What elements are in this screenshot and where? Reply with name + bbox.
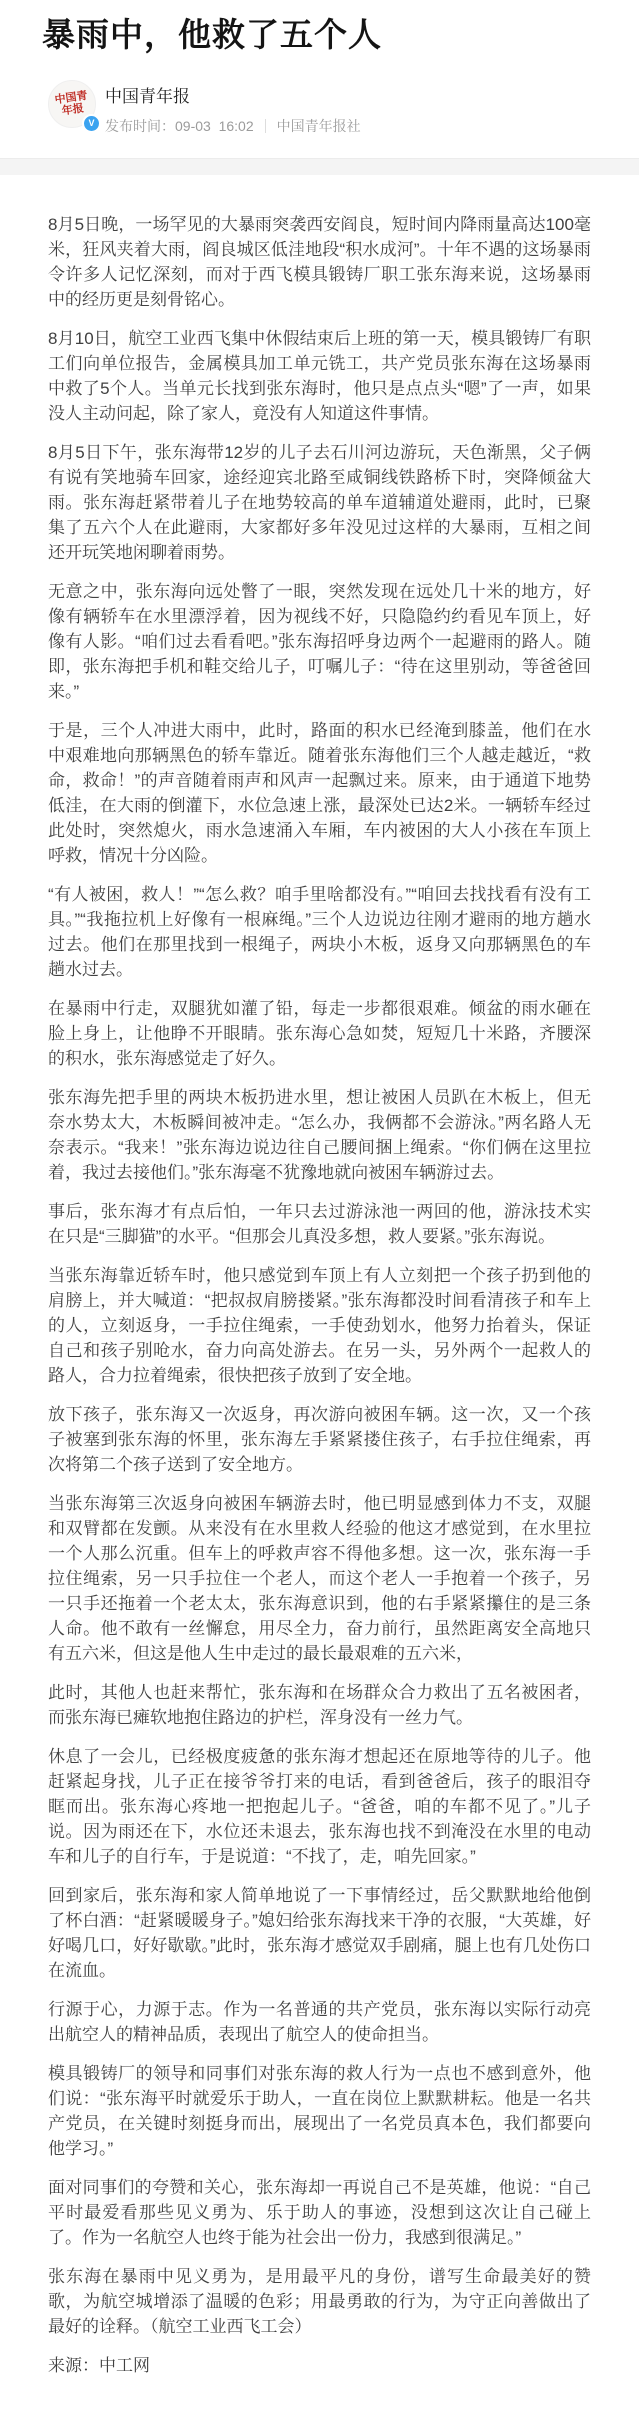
article-paragraph: 此时，其他人也赶来帮忙，张东海和在场群众合力救出了五名被困者，而张东海已瘫软地抱住路边的护栏，浑身没有一丝力气。	[48, 1683, 591, 1728]
article-paragraph: 张东海先把手里的两块木板扔进水里，想让被困人员趴在木板上，但无奈水势太大，木板瞬间被冲走。“怎么办，我俩都不会游泳。”两名路人无奈表示。“我来！”张东海边说边往自己腰间捆上绳索。“你们俩在这里拉着，我过去接他们。”张东海毫不犹豫地就向被困车辆游过去。	[48, 1088, 591, 1183]
article-paragraph: 无意之中，张东海向远处瞥了一眼，突然发现在远处几十米的地方，好像有辆轿车在水里漂浮着，因为视线不好，只隐隐约约看见车顶上，好像有人影。“咱们过去看看吧。”张东海招呼身边两个一起避雨的路人。随即，张东海把手机和鞋交给儿子，叮嘱儿子：“待在这里别动，等爸爸回来。”	[48, 582, 591, 702]
article-header	[0, 0, 639, 135]
publish-time: 发布时间：09-03 16:02	[105, 118, 254, 135]
article-paragraph: 休息了一会儿，已经极度疲惫的张东海才想起还在原地等待的儿子。他赶紧起身找，儿子正在接爷爷打来的电话，看到爸爸后，孩子的眼泪夺眶而出。张东海心疼地一把抱起儿子。“爸爸，咱的车都不见了。”儿子说。因为雨还在下，水位还未退去，张东海也找不到淹没在水里的电动车和儿子的自行车，于是说道：“不找了，走，咱先回家。”	[48, 1747, 591, 1867]
header-separator	[0, 158, 639, 175]
article-paragraph: 行源于心，力源于志。作为一名普通的共产党员，张东海以实际行动亮出航空人的精神品质，表现出了航空人的使命担当。	[48, 2000, 591, 2045]
article-paragraph: 于是，三个人冲进大雨中，此时，路面的积水已经淹到膝盖，他们在水中艰难地向那辆黑色的轿车靠近。随着张东海他们三个人越走越近，“救命，救命！”的声音随着雨声和风声一起飘过来。原来，由于通道下地势低洼，在大雨的倒灌下，水位急速上涨，最深处已达2米。一辆轿车经过此处时，突然熄火，雨水急速涌入车厢，车内被困的大人小孩在车顶上呼救，情况十分凶险。	[48, 721, 591, 866]
article-paragraph: 张东海在暴雨中见义勇为，是用最平凡的身份，谱写生命最美好的赞歌，为航空城增添了温暖的色彩；用最勇敢的行为，为守正向善做出了最好的诠释。（航空工业西飞工会）	[48, 2267, 591, 2337]
article-paragraph: 事后，张东海才有点后怕，一年只去过游泳池一两回的他，游泳技术实在只是“三脚猫”的水平。“但那会儿真没多想，救人要紧。”张东海说。	[48, 1202, 591, 1247]
article-paragraph: “有人被困，救人！”“怎么救？咱手里啥都没有。”“咱回去找找看有没有工具。”“我拖拉机上好像有一根麻绳。”三个人边说边往刚才避雨的地方趟水过去。他们在那里找到一根绳子，两块小木板，返身又向那辆黑色的车趟水过去。	[48, 885, 591, 980]
publisher-logo-text: 中国青年报	[53, 89, 89, 118]
publish-meta	[105, 116, 597, 136]
publisher-name[interactable]: 中国青年报	[105, 87, 190, 107]
article-paragraph: 当张东海第三次返身向被困车辆游去时，他已明显感到体力不支，双腿和双臂都在发颤。从来没有在水里救人经验的他这才感觉到，在水里拉一个人那么沉重。但车上的呼救声容不得他多想。这一次，张东海一手拉住绳索，另一只手拉住一个老人，而这个老人一手抱着一个孩子，另一只手还拖着一个老太太，张东海意识到，他的右手紧紧攥住的是三条人命。他不敢有一丝懈怠，用尽全力，奋力前行，虽然距离安全高地只有五六米，但这是他人生中走过的最长最艰难的五六米，	[48, 1494, 591, 1664]
article-paragraph: 模具锻铸厂的领导和同事们对张东海的救人行为一点也不感到意外，他们说：“张东海平时就爱乐于助人，一直在岗位上默默耕耘。他是一名共产党员，在关键时刻挺身而出，展现出了一名党员真本色，我们都要向他学习。”	[48, 2064, 591, 2159]
article-paragraph: 在暴雨中行走，双腿犹如灌了铅，每走一步都很艰难。倾盆的雨水砸在脸上身上，让他睁不开眼睛。张东海心急如焚，短短几十米路，齐腰深的积水，张东海感觉走了好久。	[48, 999, 591, 1069]
article-source-line: 来源：中工网	[48, 2356, 150, 2376]
article-paragraph: 8月5日下午，张东海带12岁的儿子去石川河边游玩，天色渐黑，父子俩有说有笑地骑车回家，途经迎宾北路至咸铜线铁路桥下时，突降倾盆大雨。张东海赶紧带着儿子在地势较高的单车道辅道处避雨，此时，已聚集了五六个人在此避雨，大家都好多年没见过这样的大暴雨，互相之间还开玩笑地闲聊着雨势。	[48, 443, 591, 563]
verified-badge-icon: V	[82, 114, 101, 133]
page-title: 暴雨中，他救了五个人	[42, 16, 382, 53]
meta-divider	[265, 119, 266, 133]
article-paragraph: 当张东海靠近轿车时，他只感觉到车顶上有人立刻把一个孩子扔到他的肩膀上，并大喊道：“把叔叔肩膀搂紧。”张东海都没时间看清孩子和车上的人，立刻返身，一手拉住绳索，一手使劲划水，他努力抬着头，保证自己和孩子别呛水，奋力向高处游去。在另一头，另外两个一起救人的路人，合力拉着绳索，很快把孩子放到了安全地。	[48, 1266, 591, 1386]
article-body	[0, 175, 639, 2418]
article-paragraph: 面对同事们的夸赞和关心，张东海却一再说自己不是英雄，他说：“自己平时最爱看那些见义勇为、乐于助人的事迹，没想到这次让自己碰上了。作为一名航空人也终于能为社会出一份力，我感到很满足。”	[48, 2178, 591, 2248]
article-paragraph: 回到家后，张东海和家人简单地说了一下事情经过，岳父默默地给他倒了杯白酒：“赶紧暖暖身子。”媳妇给张东海找来干净的衣服，“大英雄，好好喝几口，好好歇歇。”此时，张东海才感觉双手剧痛，腿上也有几处伤口在流血。	[48, 1886, 591, 1981]
byline-main	[105, 80, 597, 136]
publisher-source: 中国青年报社	[276, 118, 361, 135]
byline	[48, 80, 597, 135]
article-paragraph: 8月5日晚，一场罕见的大暴雨突袭西安阎良，短时间内降雨量高达100毫米，狂风夹着大雨，阎良城区低洼地段“积水成河”。十年不遇的这场暴雨令许多人记忆深刻，而对于西飞模具锻铸厂职工张东海来说，这场暴雨中的经历更是刻骨铭心。	[48, 215, 591, 310]
article-paragraph: 8月10日，航空工业西飞集中休假结束后上班的第一天，模具锻铸厂有职工们向单位报告，金属模具加工单元铣工，共产党员张东海在这场暴雨中救了5个人。当单元长找到张东海时，他只是点点头“嗯”了一声，如果没人主动问起，除了家人，竟没有人知道这件事情。	[48, 329, 591, 424]
article-paragraph: 放下孩子，张东海又一次返身，再次游向被困车辆。这一次，又一个孩子被塞到张东海的怀里，张东海左手紧紧搂住孩子，右手拉住绳索，再次将第二个孩子送到了安全地方。	[48, 1405, 591, 1475]
